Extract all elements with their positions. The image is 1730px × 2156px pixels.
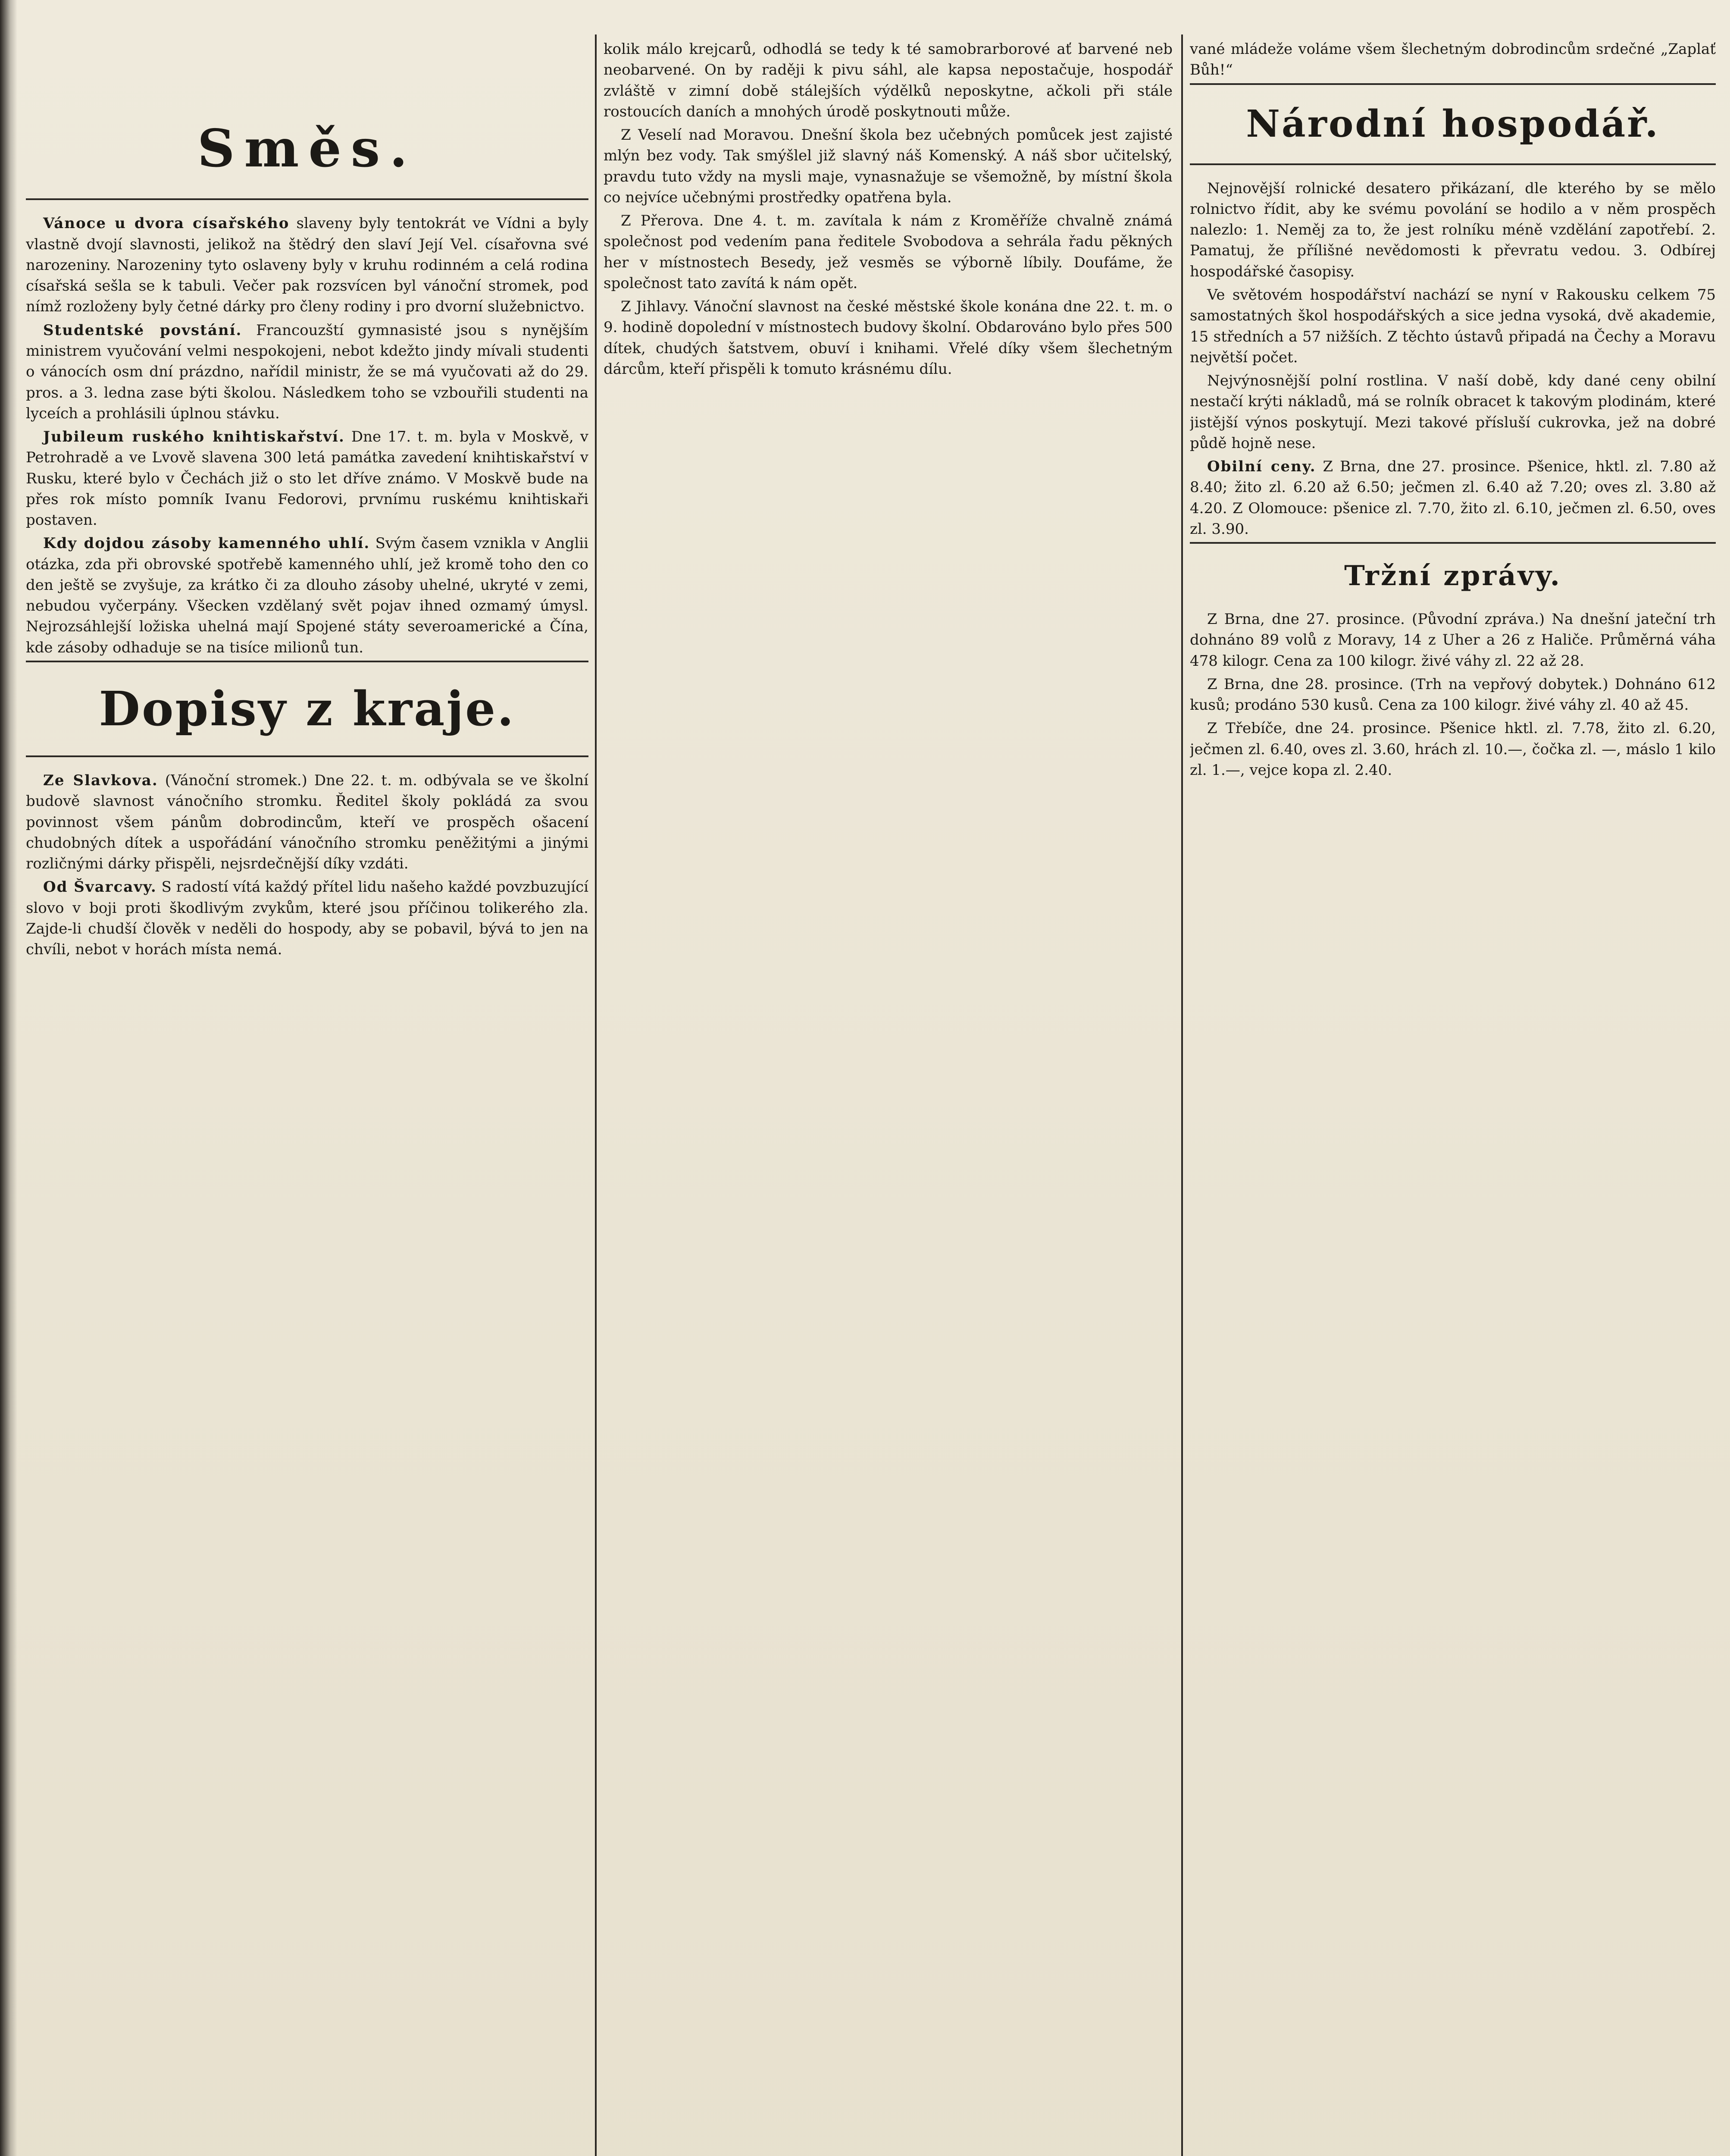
article [26, 320, 588, 424]
article-text: Svým časem vznikla v Anglii otázka, zda při obrovské spotřebě kamenného uhlí, jež kromě toho den co den ještě se zvyšuje, za krátko či za dlouho zásoby uhelné, ukryté v zemi, nebudou vyčerpány. Všecken vzdělaný svět pojav ihned ozmamý úmysl. Nejrozsáhlejší ložiska uhelná mají Spojené státy severoamerické a Čína, kde zásoby odhaduje se na tisíce milionů tun. [26, 535, 588, 656]
market-paragraph: Z Třebíče, dne 24. prosince. Pšenice hktl. zl. 7.78, žito zl. 6.20, ječmen zl. 6.40, oves zl. 3.60, hrách zl. 10.—, čočka zl. —, máslo 1 kilo zl. 1.—, vejce kopa zl. 2.40. [1190, 720, 1716, 779]
paragraph: kolik málo krejcarů, odhodlá se tedy k té samobrarborové ať barvené neb neobarvené. On by raději k pivu sáhl, ale kapsa nepostačuje, hospodář zvláště v zimní době stálejších výdělků neposkytne, ačkoli při stále rostoucích daních a mnohých úrodě poskytnouti může. [604, 41, 1173, 120]
column-rule-right [1181, 34, 1183, 2156]
letter-lead: Od Švarcavy. [43, 878, 157, 896]
paragraph: Nejnovější rolnické desatero přikázaní, dle kterého by se mělo rolnictvo řídit, aby ke svému povolání se hodilo a v něm prospěch nalezlo: 1. Neměj za to, že jest rolníku méně vzdělání zapotřebí. 2. Pamatuj, že přílišné nevědomosti k převratu vedou. 3. Odbírej hospodářské časopisy. [1190, 179, 1716, 280]
letter [26, 877, 588, 960]
article-text: Dne 17. t. m. byla v Moskvě, v Petrohradě a ve Lvově slavena 300 letá památka zavedení knihtiskařství v Rusku, které bylo v Čechách již o sto let dříve známo. V Moskvě bude na přes rok místo pomník Ivanu Fedorovi, prvnímu ruskému knihtiskaři postaven. [26, 428, 588, 529]
article [26, 426, 588, 530]
article-lead: Vánoce u dvora císařského [43, 215, 290, 232]
title-divider [26, 198, 588, 200]
market-paragraph: Z Brna, dne 28. prosince. (Trh na vepřový dobytek.) Dohnáno 612 kusů; prodáno 530 kusů. Cena za 100 kilogr. živé váhy zl. 40 až 45. [1190, 675, 1716, 714]
section-divider [26, 661, 588, 662]
section-title-trzni-zpravy: Tržní zprávy. [1344, 560, 1561, 592]
prices-text: Z Brna, dne 27. prosince. Pšenice, hktl. zl. 7.80 až 8.40; žito zl. 6.20 až 6.50; ječmen zl. 6.40 až 7.20; oves zl. 3.80 až 4.20. Z Olomouce: pšenice zl. 7.70, žito zl. 6.10, ječmen zl. 6.50, oves zl. 3.90. [1190, 458, 1716, 538]
letter-text: S radostí vítá každý přítel lidu našeho každé povzbuzující slovo v boji proti škodlivým zvykům, které jsou příčinou tolikerého zla. Zajde-li chudší člověk v neděli do hospody, aby se pobavil, bývá to jen na chvíli, nebot v horách místa nemá. [26, 878, 588, 959]
section-divider [1190, 83, 1716, 85]
page-edge-shadow [0, 0, 17, 2156]
article [26, 213, 588, 317]
prices-lead: Obilní ceny. [1207, 458, 1316, 476]
letter-text: (Vánoční stromek.) Dne 22. t. m. odbývala se ve školní budově slavnost vánočního stromku. Ředitel školy pokládá za svou povinnost všem pánům dobrodincům, kteří ve prospěch ošacení chudobných dítek a uspořádání vánočního stromku peněžitými a jinými rozličnými dárky přispěli, nejsrdečnější díky vzdáti. [26, 772, 588, 873]
article-lead: Kdy dojdou zásoby kamenného uhlí. [43, 535, 370, 552]
article-text: slaveny byly tentokrát ve Vídni a byly vlastně dvojí slavnosti, jelikož na štědrý den slaví Její Vel. císařovna své narozeniny. Narozeniny tyto oslaveny byly v kruhu rodinném a celá rodina císařská sešla se k tabuli. Večer pak rozsvícen byl vánoční stromek, pod nímž rozloženy byly četné dárky pro členy rodiny i pro dvorní služebnictvo. [26, 215, 588, 316]
letter-lead: Ze Slavkova. [43, 772, 158, 790]
prices-paragraph [1190, 456, 1716, 539]
section-title-smes: Směs. [197, 118, 417, 179]
article [26, 533, 588, 658]
closing-lines: vané mládeže voláme všem šlechetným dobrodincům srdečné „Zaplať Bůh!“ [1190, 41, 1716, 79]
section-title-narodni-hospodar: Národní hospodář. [1246, 102, 1660, 146]
column-left [26, 39, 588, 2156]
paragraph: Ve světovém hospodářství nachází se nyní v Rakousku celkem 75 samostatných škol hospodářských a sice jedna vysoká, dvě akademie, 15 středních a 57 nižších. Z těchto ústavů připadá na Čechy a Moravu největší počet. [1190, 286, 1716, 366]
market-paragraph: Z Brna, dne 27. prosince. (Původní zpráva.) Na dnešní jateční trh dohnáno 89 volů z Moravy, 14 z Uher a 26 z Haliče. Průměrná váha 478 kilogr. Cena za 100 kilogr. živé váhy zl. 22 až 28. [1190, 611, 1716, 670]
section-title-dopisy: Dopisy z kraje. [99, 680, 516, 736]
column-rule-left [595, 34, 597, 2156]
column-middle [604, 39, 1173, 2156]
article-lead: Studentské povstání. [43, 321, 242, 339]
title-divider [26, 755, 588, 757]
letter [26, 770, 588, 874]
section-divider [1190, 542, 1716, 544]
column-right [1190, 39, 1716, 2156]
paragraph: Z Přerova. Dne 4. t. m. zavítala k nám z Kroměříže chvalně známá společnost pod vedením pana ředitele Svobodova a sehrála řadu pěkných her v místnostech Besedy, jež vesměs se výborně líbily. Doufáme, že společnost tato zavítá k nám opět. [604, 212, 1173, 292]
article-text: Francouzští gymnasisté jsou s nynějším ministrem vyučování velmi nespokojeni, nebot kdežto jindy mívali studenti o vánocích osm dní prázdno, nařídil ministr, že se má vyučovati až do 29. pros. a 3. ledna zase býti školou. Následkem toho se vzbouřili studenti na lyceích a prohlásili úplnou stávku. [26, 321, 588, 422]
paragraph: Nejvýnosnější polní rostlina. V naší době, kdy dané ceny obilní nestačí krýti nákladů, má se rolník obracet k takovým plodinám, které jistější výnos poskytují. Mezi takové přísluší cukrovka, jež na dobré půdě hojně nese. [1190, 372, 1716, 452]
title-divider [1190, 163, 1716, 165]
article-lead: Jubileum ruského knihtiskařství. [43, 428, 345, 446]
paragraph: Z Veselí nad Moravou. Dnešní škola bez učebných pomůcek jest zajisté mlýn bez vody. Tak smýšlel již slavný náš Komenský. A náš sbor učitelský, pravdu tuto vždy na mysli maje, vynasnažuje se všemožně, by místní škola co nejvíce učebnými prostředky opatřena byla. [604, 126, 1173, 206]
paragraph: Z Jihlavy. Vánoční slavnost na české městské škole konána dne 22. t. m. o 9. hodině dopolední v místnostech budovy školní. Obdarováno bylo přes 500 dítek, chudých šatstvem, obuví i knihami. Vřelé díky všem šlechetným dárcům, kteří přispěli k tomuto krásnému dílu. [604, 298, 1173, 378]
